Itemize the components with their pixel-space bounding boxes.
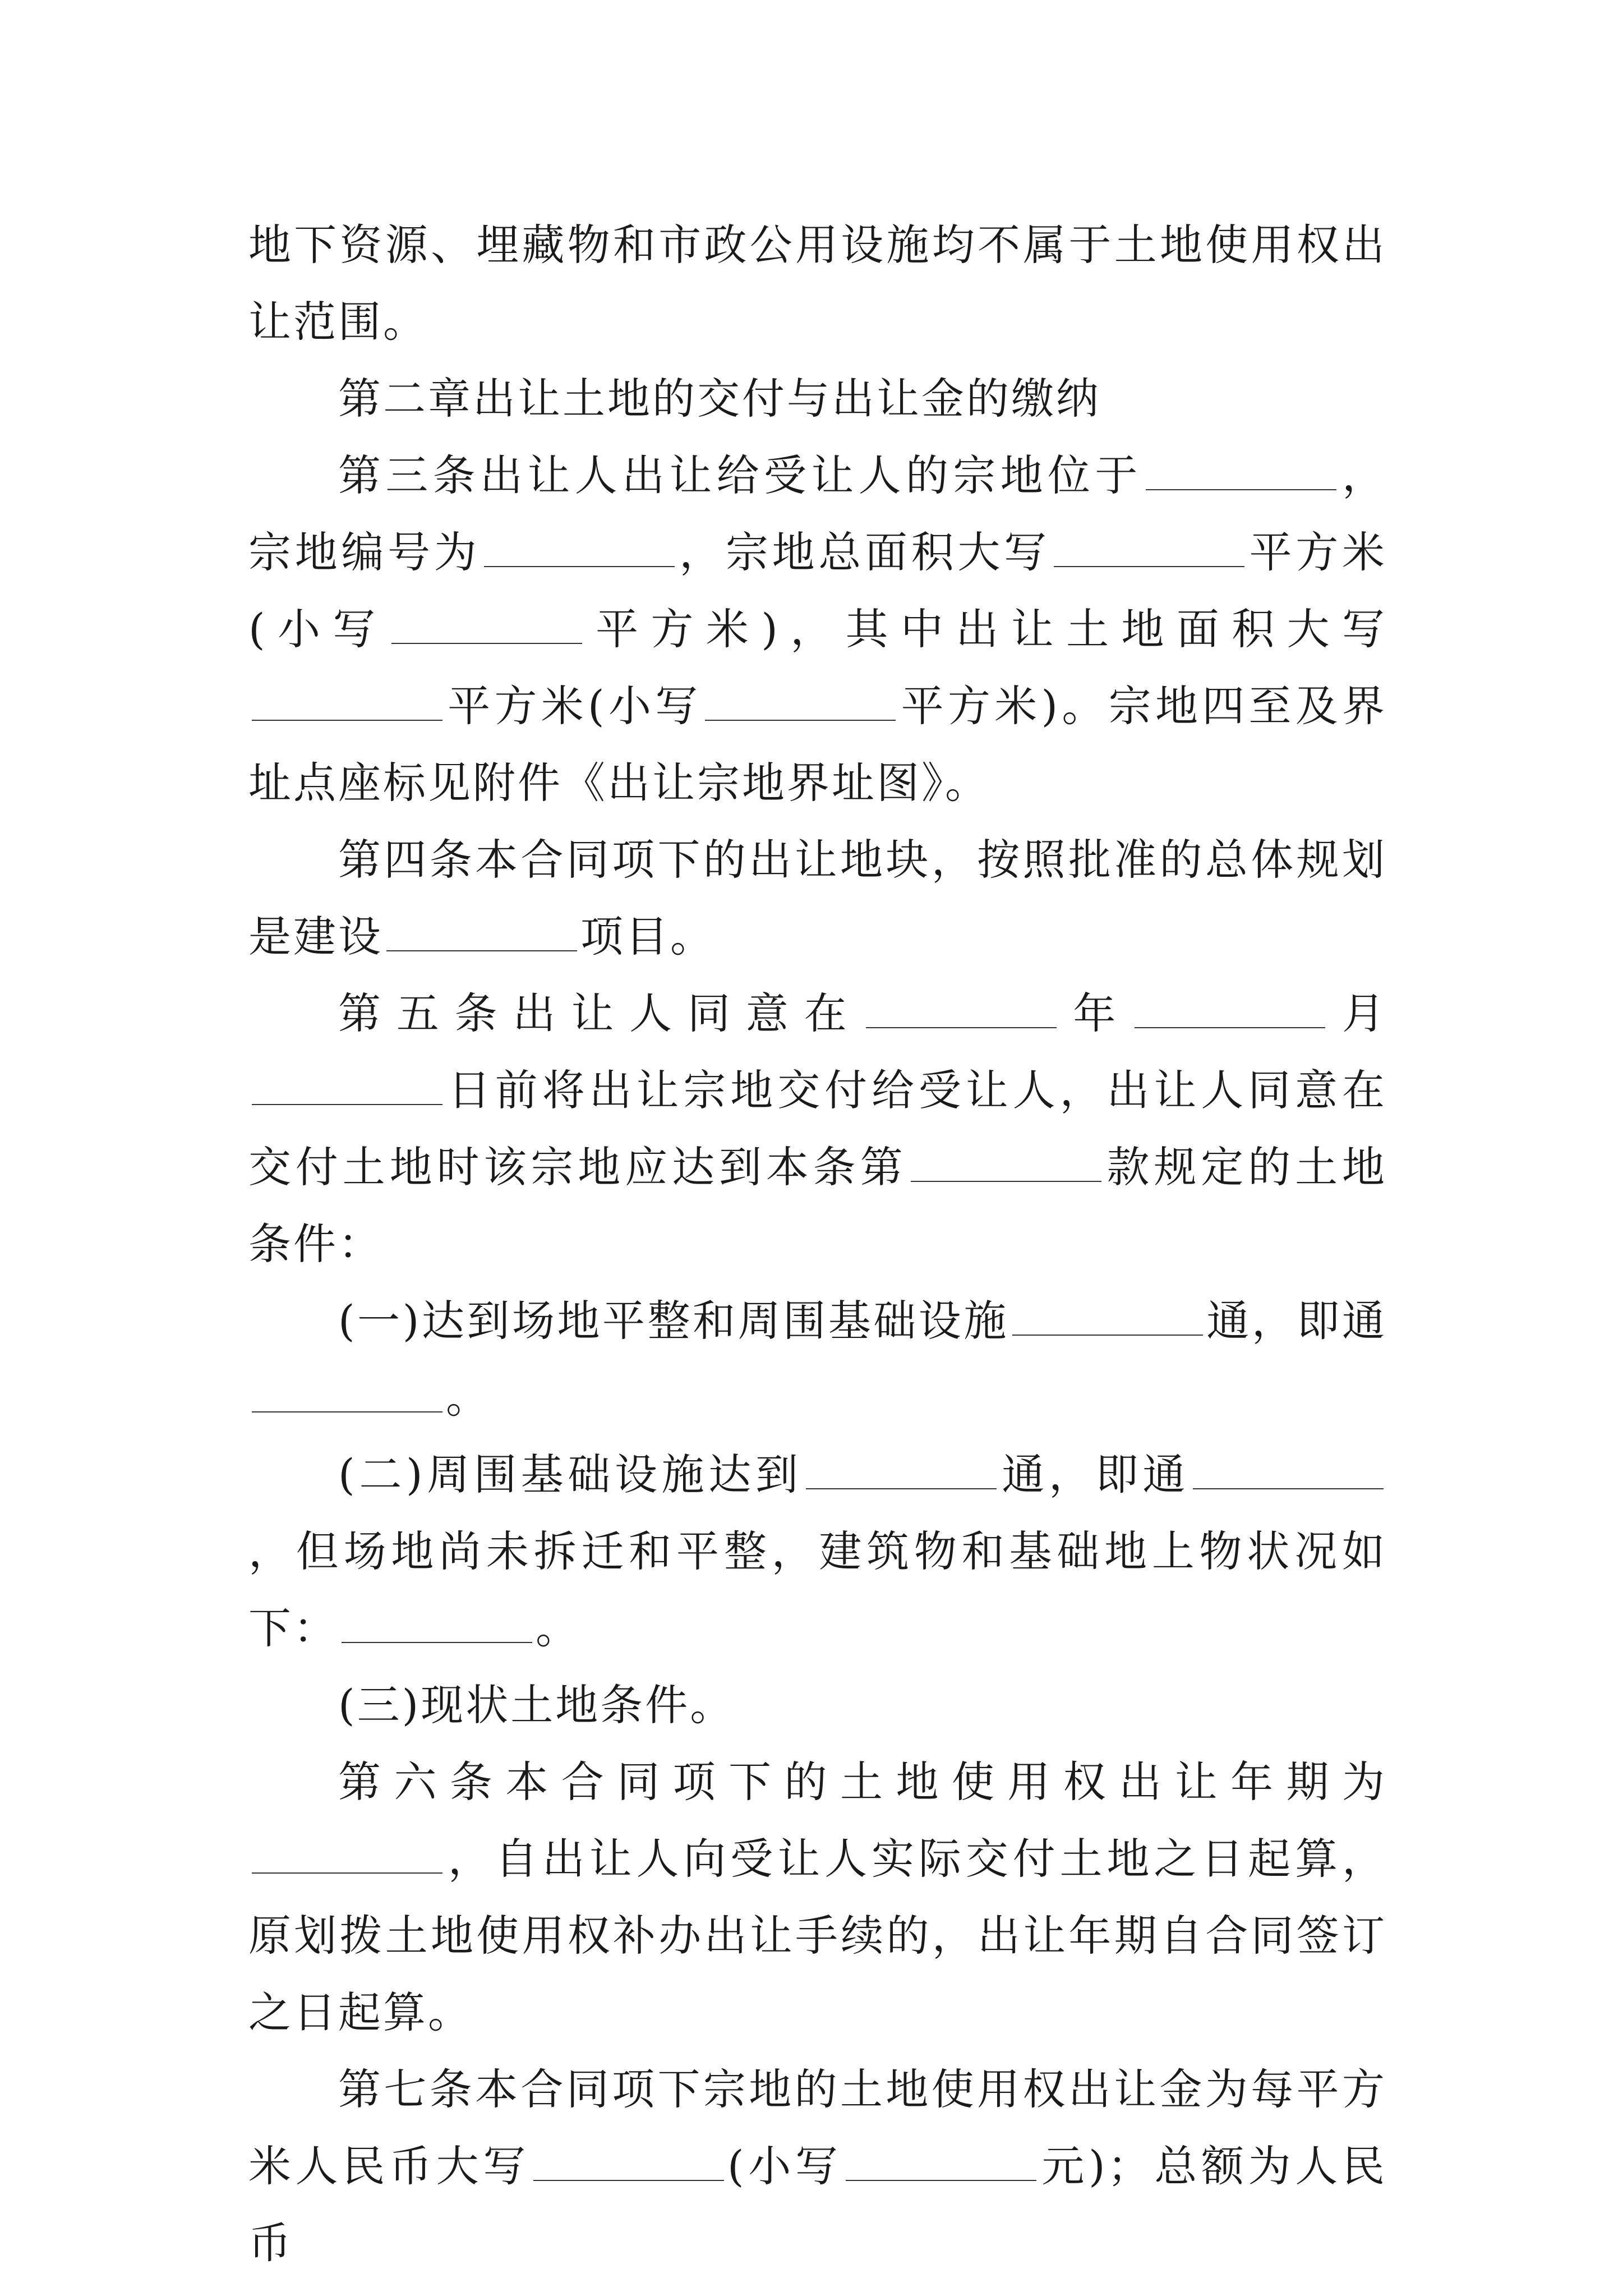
fill-in-blank[interactable] — [1054, 528, 1244, 567]
paragraph-text: 日前将出让宗地交付给受让人，出让人同意在交付土地时该宗地应达到本条第 — [248, 1065, 1387, 1192]
fill-in-blank[interactable] — [705, 682, 896, 721]
paragraph-text: (二)周围基础设施达到 — [338, 1450, 803, 1499]
paragraph-text: 款规定的土地条件： — [248, 1142, 1387, 1269]
paragraph-p4 — [248, 821, 1387, 975]
fill-in-blank[interactable] — [1135, 989, 1325, 1028]
fill-in-blank[interactable] — [846, 2142, 1036, 2181]
paragraph-p2 — [248, 360, 1387, 437]
fill-in-blank[interactable] — [252, 1066, 442, 1105]
fill-in-blank[interactable] — [386, 912, 577, 951]
paragraph-text: 第五条出让人同意在 — [338, 988, 863, 1038]
paragraph-p1 — [248, 206, 1387, 360]
fill-in-blank[interactable] — [1012, 1296, 1203, 1336]
paragraph-p9 — [248, 1743, 1387, 2051]
fill-in-blank[interactable] — [806, 1450, 997, 1489]
paragraph-text: 通，即通 — [1206, 1296, 1387, 1346]
fill-in-blank[interactable] — [484, 528, 675, 567]
paragraph-text: 第二章出让土地的交付与出让金的缴纳 — [338, 374, 1101, 424]
paragraph-text: (小写 — [727, 2141, 842, 2191]
paragraph-text: 月 — [1329, 988, 1387, 1038]
fill-in-blank[interactable] — [391, 605, 582, 644]
paragraph-text: ，宗地总面积大写 — [677, 527, 1050, 577]
paragraph-text: ，宗地编号为 — [248, 450, 1387, 577]
paragraph-text: (三)现状土地条件。 — [338, 1680, 735, 1730]
paragraph-text: 平方米)。宗地四至及界址点座标见附件《出让宗地界址图》。 — [248, 681, 1387, 808]
paragraph-text: ，但场地尚未拆迁和平整，建筑物和基础地上物状况如下： — [248, 1526, 1387, 1653]
fill-in-blank[interactable] — [533, 2142, 724, 2181]
paragraph-text: 第七条本合同项下宗地的土地使用权出让金为每平方米人民币大写 — [248, 2064, 1387, 2191]
paragraph-text: 地下资源、埋藏物和市政公用设施均不属于土地使用权出让范围。 — [248, 220, 1387, 347]
paragraph-text: 平方米(小写 — [248, 527, 1387, 654]
fill-in-blank[interactable] — [252, 1373, 442, 1412]
paragraph-text: 平方米(小写 — [446, 681, 702, 731]
paragraph-text: ，自出让人向受让人实际交付土地之日起算，原划拨土地使用权补办出让手续的，出让年期自合同签订之日起算。 — [248, 1834, 1387, 2037]
paragraph-p5 — [248, 975, 1387, 1282]
paragraph-text: 平方米)，其中出让土地面积大写 — [585, 604, 1387, 654]
fill-in-blank[interactable] — [252, 1834, 442, 1874]
paragraph-text: 第四条本合同项下的出让地块，按照批准的总体规划是建设 — [248, 835, 1387, 961]
document-body — [248, 206, 1387, 2281]
fill-in-blank[interactable] — [866, 989, 1057, 1028]
fill-in-blank[interactable] — [252, 682, 442, 721]
paragraph-text: 通，即通 — [999, 1450, 1189, 1499]
paragraph-text: 第三条出让人出让给受让人的宗地位于 — [338, 450, 1142, 500]
paragraph-p10 — [248, 2051, 1387, 2281]
paragraph-p6 — [248, 1282, 1387, 1436]
paragraph-text: 项目。 — [580, 912, 715, 961]
paragraph-text: 。 — [446, 1373, 491, 1423]
fill-in-blank[interactable] — [1146, 451, 1336, 490]
fill-in-blank[interactable] — [342, 1604, 532, 1643]
paragraph-text: 元)；总额为人民币 — [248, 2141, 1387, 2268]
fill-in-blank[interactable] — [1193, 1450, 1384, 1489]
fill-in-blank[interactable] — [911, 1143, 1101, 1182]
paragraph-p8 — [248, 1667, 1387, 1743]
paragraph-text: (一)达到场地平整和周围基础设施 — [338, 1296, 1009, 1346]
paragraph-p3 — [248, 437, 1387, 821]
paragraph-p7 — [248, 1436, 1387, 1667]
paragraph-text: 年 — [1059, 988, 1132, 1038]
paragraph-text: 。 — [536, 1603, 580, 1653]
paragraph-text: 第六条本合同项下的土地使用权出让年期为 — [338, 1757, 1387, 1807]
